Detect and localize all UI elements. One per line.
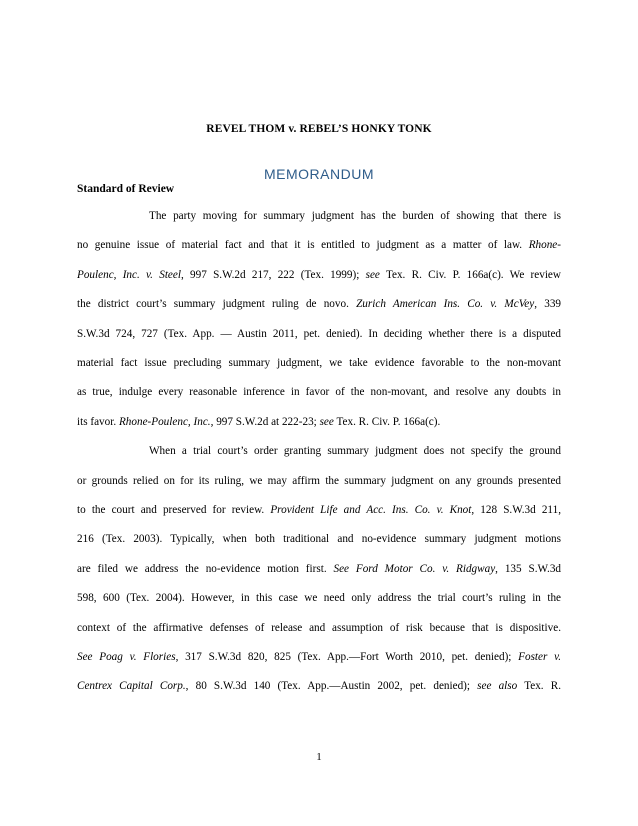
body-line-text: , 339 <box>534 298 562 311</box>
citation-text: Rhone-Poulenc, Inc., <box>118 415 214 428</box>
memorandum-heading: MEMORANDUM <box>264 166 374 182</box>
body-line-text: 997 S.W.2d at 222-23; <box>213 415 320 428</box>
body-line <box>77 443 561 459</box>
body-line-text: The party moving for summary judgment has the burden of showing that there is <box>149 210 561 222</box>
body-line <box>77 620 561 636</box>
body-line <box>77 590 561 606</box>
body-line-text: no genuine issue of material fact and that it is entitled to judgment as a matter of law. <box>77 239 529 252</box>
body-line <box>77 561 561 577</box>
body-line <box>77 208 561 224</box>
body-line-text: to the court and preserved for review. <box>77 504 271 516</box>
citation-text: Centrex Capital Corp. <box>77 680 186 693</box>
body-line <box>77 384 561 400</box>
body-line-text: When a trial court’s order granting summary judgment does not specify the ground <box>149 445 561 458</box>
section-heading: Standard of Review <box>77 183 175 195</box>
body-line-text: , 135 S.W.3d <box>495 562 562 575</box>
body-line-text: 598, 600 (Tex. 2004). However, in this case we need only address the trial court’s ruling in the <box>77 592 561 605</box>
citation-text: see <box>365 268 380 281</box>
body-line-text: Tex. R. Civ. P. 166a(c). <box>333 415 441 428</box>
citation-text: see also <box>477 680 518 693</box>
body-line-text: , 128 S.W.3d 211, <box>471 504 562 516</box>
body-line <box>77 414 561 430</box>
body-line-text: , 80 S.W.3d 140 (Tex. App.—Austin 2002, pet. denied); <box>185 680 478 693</box>
body-line <box>77 649 561 665</box>
body-line <box>77 678 561 694</box>
body-line <box>77 531 561 547</box>
citation-text: Zurich American Ins. Co. v. McVey <box>356 298 535 311</box>
citation-text: Foster v. <box>518 651 562 663</box>
body-line-text: Tex. R. Civ. P. 166a(c). We review <box>379 268 561 281</box>
body-line <box>77 326 561 342</box>
citation-text: Poulenc, Inc. v. Steel <box>77 268 181 281</box>
page-number: 1 <box>316 751 322 763</box>
citation-text: see <box>319 415 334 428</box>
case-title: REVEL THOM v. REBEL’S HONKY TONK <box>206 123 432 135</box>
citation-text: Rhone- <box>528 239 561 252</box>
body-line-text: or grounds relied on for its ruling, we may affirm the summary judgment on any grounds presented <box>77 474 561 487</box>
body-line-text: , 997 S.W.2d 217, 222 (Tex. 1999); <box>180 268 366 281</box>
body-line-text: context of the affirmative defenses of release and assumption of risk because that is dispositive. <box>77 621 561 634</box>
citation-text: See Ford Motor Co. v. Ridgway <box>333 562 496 575</box>
body-line-text: S.W.3d 724, 727 (Tex. App. — Austin 2011, pet. denied). In deciding whether there is a disputed <box>77 327 561 340</box>
body-line <box>77 473 561 489</box>
body-line <box>77 267 561 283</box>
body-line-text: , 317 S.W.3d 820, 825 (Tex. App.—Fort Worth 2010, pet. denied); <box>175 651 519 663</box>
body-line-text: 216 (Tex. 2003). Typically, when both traditional and no-evidence summary judgment motions <box>77 533 561 546</box>
body-line-text: the district court’s summary judgment ruling de novo. <box>77 298 357 311</box>
body-line-text: Tex. R. <box>517 680 562 693</box>
citation-text: See Poag v. Flories <box>77 651 176 663</box>
citation-text: Provident Life and Acc. Ins. Co. v. Knot <box>270 504 472 516</box>
body-line-text: are filed we address the no-evidence motion first. <box>77 562 334 575</box>
body-line-text: its favor. <box>77 415 119 428</box>
body-line <box>77 502 561 518</box>
body-line <box>77 355 561 371</box>
body-line <box>77 237 561 253</box>
body-line <box>77 296 561 312</box>
body-line-text: as true, indulge every reasonable inference in favor of the non-movant, and resolve any doubts in <box>77 386 561 399</box>
body-line-text: material fact issue precluding summary judgment, we take evidence favorable to the non-movant <box>77 357 561 369</box>
